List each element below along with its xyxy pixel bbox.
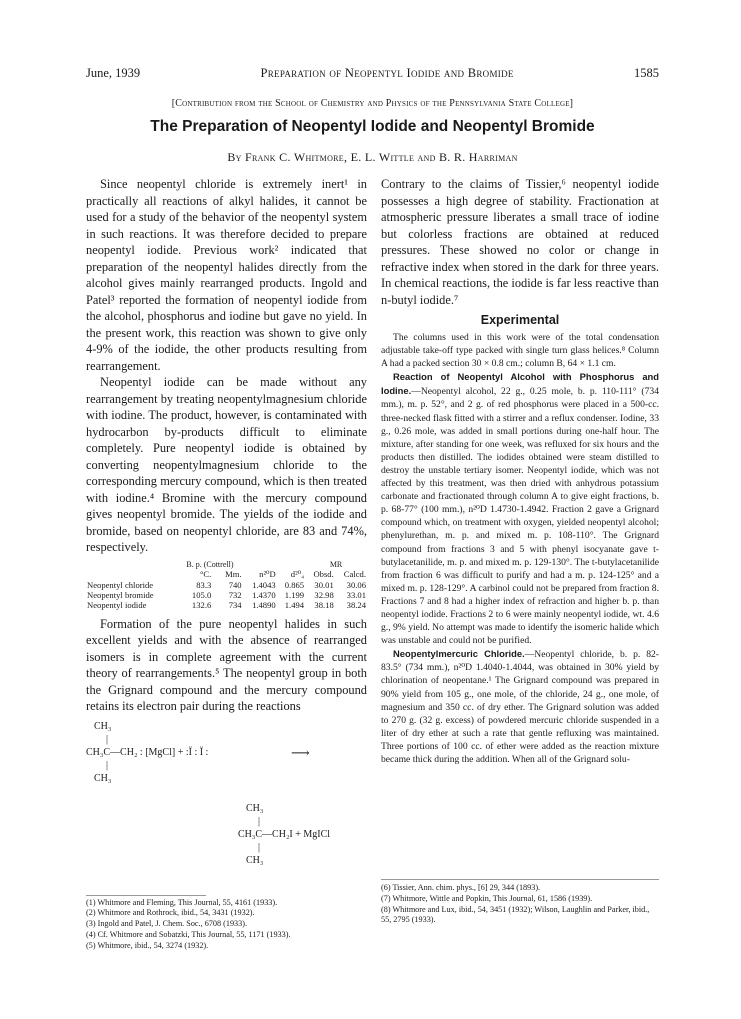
right-column xyxy=(381,176,659,766)
table-cell: 32.98 xyxy=(314,589,334,600)
footnote: (5) Whitmore, ibid., 54, 3274 (1932). xyxy=(86,940,209,950)
table-cell: 1.4043 xyxy=(252,579,276,590)
col-header: d²⁰₄ xyxy=(290,568,305,579)
run-in-heading: Neopentylmercuric Chloride. xyxy=(393,648,525,660)
product-formula: CH₃C—CH₂I + MgICl xyxy=(238,828,331,840)
stability-paragraph: Contrary to the claims of Tissier,⁶ neopentyl iodide possesses a high degree of stability. Fractionation at atmospheric pressure liberates a small trace of iodine but colorless fractions are obtained at reduced pressures. These showed no color or change in refractive index when stored in the dark for three years. In chemical reactions, the iodide is far less reactive than n-butyl iodide.⁷ xyxy=(381,177,659,307)
col-header: Obsd. xyxy=(313,569,334,579)
footnote: (8) Whitmore and Lux, ibid., 54, 3451 (1932); Wilson, Laughlin and Parker, ibid., 55, 2795 (1933). xyxy=(381,904,650,925)
table-cell: 30.01 xyxy=(314,579,334,590)
table-row xyxy=(86,580,367,590)
table-cell: Neopentyl bromide xyxy=(87,589,154,600)
table-cell: 1.199 xyxy=(284,589,305,600)
left-column xyxy=(86,176,367,951)
procedure-paragraph xyxy=(381,647,659,766)
method-paragraph: Neopentyl iodide can be made without any rearrangement by treating neopentylmagnesium chloride with iodine. The product, however, is contaminated with hydrocarbon by-products difficult to eliminate completely. Pure neopentyl iodide is obtained by converting neopentylmagnesium chloride to the corresponding mercury compound, which is then treated with iodine.⁴ Bromine with the mercury compound gives neopentyl bromide. The yields of the iodide and bromide, based on neopentyl chloride, are 83 and 74%, respectively. xyxy=(86,375,367,554)
columns-paragraph: The columns used in this work were of the total condensation adjustable take-off type packed with single turn glass helices.⁸ Column A had a packed section 30 × 0.8 cm.; column B, 64 × 1.1 cm. xyxy=(381,332,659,370)
intro-paragraph: Since neopentyl chloride is extremely inert¹ in practically all reactions of alkyl halides, it cannot be used for a study of the behavior of the neopentyl system in such reactions. It was therefore decided to prepare neopentyl iodide. Previous work² indicated that preparation of the neopentyl halides directly from the alcohol gives mainly rearranged products. Ingold and Patel³ reported the formation of neopentyl iodide from the alcohol, phosphorus and iodine but gave no yield. In the present work, this reaction was shown to give only 4-9% of the iodide, the other products resulting from rearrangement. xyxy=(86,177,367,373)
footnotes-left xyxy=(86,898,367,952)
table-cell: 1.494 xyxy=(284,599,305,610)
table-cell: 1.4890 xyxy=(252,599,276,610)
footnote: (7) Whitmore, Wittle and Popkin, This Journal, 61, 1586 (1939). xyxy=(381,893,593,903)
table-row xyxy=(86,590,367,600)
col-header xyxy=(86,569,177,580)
table-cell: 30.06 xyxy=(346,579,366,590)
mr-group-header: MR xyxy=(329,559,343,569)
footnotes-right xyxy=(381,879,659,926)
procedure-text: —Neopentyl alcohol, 22 g., 0.25 mole, b. p. 110-111° (734 mm.), m. p. 52°, and 2 g. of red phosphorus were placed in a 500-cc. three-necked flask fitted with a stirrer and a reflux condenser. Iodine, 33 g., 0.26 mole, was added in small portions during one-half hour. The mixture, after standing for one week, was refluxed for six hours and the products then distilled. The iodides obtained were steam distilled to destroy the unstable tertiary isomer. Neopentyl iodide, which was not affected by this treatment, was then dried with anhydrous potassium carbonate and fractionated through column A to give eight fractions, b. p. 68-77° (100 mm.), n²⁰D 1.4730-1.4942. Fraction 2 gave a Grignard compound which, on treatment with oxygen, yielded neopentyl alcohol; phenylurethan, m. p. and mixed m. p. 108-110°. The Grignard compound from fractions 3 and 5 with phenyl isocyanate gave t-butylacetanilide, m. p. and mixed m. p. 129-130°. The t-butylacetanilide from fraction 6 was difficult to purify and had a m. p. 124-125° and a mixed m. p. 128-129°. A carbinol could not be prepared from fraction 8. Fractions 7 and 8 had a higher index of refraction and higher b. p. than neopentyl iodide. Fractions 2 to 6 were mainly neopentyl iodide, wt. 4.6 g., 9% yield. No attempt was made to identify the isomeric halide which was unstable and could not be purified. xyxy=(381,386,659,647)
theory-paragraph: Formation of the pure neopentyl halides in such excellent yields and with the absence of rearranged isomers is in complete agreement with the current theory of rearrangements.⁵ The neopentyl group in both the Grignard compound and the mercury compound retains its electron pair during the reactions xyxy=(86,616,367,713)
table-cell: 105.0 xyxy=(191,589,212,600)
table-cell: 83.3 xyxy=(196,579,212,590)
bond-line: | xyxy=(258,815,261,827)
table-cell: 38.18 xyxy=(314,599,334,610)
footnote: (3) Ingold and Patel, J. Chem. Soc., 6708 (1933). xyxy=(86,919,247,929)
col-header: Mm. xyxy=(225,569,242,579)
reaction-scheme xyxy=(86,715,367,891)
procedure-paragraph xyxy=(381,370,659,647)
running-title: Preparation of Neopentyl Iodide and Bromide xyxy=(260,66,514,80)
footnote: (1) Whitmore and Fleming, This Journal, 55, 4161 (1933). xyxy=(86,897,278,907)
bond-line: | xyxy=(106,759,109,771)
table-cell: 734 xyxy=(228,599,242,610)
bond-line: | xyxy=(258,841,261,853)
table-cell: 1.4370 xyxy=(252,589,276,600)
methyl-label: CH₃ xyxy=(94,772,112,784)
methyl-label: CH₃ xyxy=(246,802,264,814)
col-header: °C. xyxy=(199,569,212,579)
table-cell: 0.865 xyxy=(284,579,305,590)
procedure-text: —Neopentyl chloride, b. p. 82-83.5° (734 mm.), n²⁰D 1.4040-1.4044, was obtained in 30% yield by chlorination of neopentane.¹ The Grignard compound was prepared in 90% yield from 105 g., one mole, of the chloride, 24 g., one mole, of magnesium and 350 cc. of dry ether. The Grignard solution was added to 270 g. (32 g. excess) of powdered mercuric chloride suspended in a liter of dry ether at such a rate that gentle refluxing was maintained. Three portions of 100 cc. of ether were added as the reaction mixture became thick during the addition. When all of the Grignard solu- xyxy=(381,649,660,765)
table-cell: 38.24 xyxy=(346,599,366,610)
reaction-arrow: ⟶ xyxy=(291,744,310,760)
contribution-line: [Contribution from the School of Chemistry and Physics of the Pennsylvania State College] xyxy=(171,98,574,109)
section-heading: Experimental xyxy=(480,313,560,327)
properties-table xyxy=(86,560,367,610)
methyl-label: CH₃ xyxy=(94,720,112,732)
table-cell: 33.01 xyxy=(346,589,366,600)
table-cell: 132.6 xyxy=(191,599,212,610)
table-cell: Neopentyl iodide xyxy=(87,599,147,610)
footnote: (6) Tissier, Ann. chim. phys., [6] 29, 344 (1893). xyxy=(381,883,541,892)
author-line: By Frank C. Whitmore, E. L. Wittle and B. R. Harriman xyxy=(227,150,518,164)
table-cell: 740 xyxy=(228,579,242,590)
issue-date: June, 1939 xyxy=(86,66,141,80)
running-head xyxy=(86,66,659,82)
col-header: Calcd. xyxy=(343,569,366,579)
footnote: (4) Cf. Whitmore and Sobatzki, This Journal, 55, 1171 (1933). xyxy=(86,929,291,939)
reactant-formula: CH₃C—CH₂ : [MgCl] + :Ï : Ï : xyxy=(86,746,209,758)
bond-line: | xyxy=(106,733,109,745)
table-cell: 732 xyxy=(228,589,242,600)
run-in-heading: Reaction of Neopentyl Alcohol with Phosphorus and Iodine. xyxy=(381,371,659,397)
table-cell: Neopentyl chloride xyxy=(87,579,154,590)
col-header: n²⁰D xyxy=(259,568,276,579)
bp-group-header: B. p. (Cottrell) xyxy=(186,559,234,569)
footnote: (2) Whitmore and Rothrock, ibid., 54, 3431 (1932). xyxy=(86,908,255,918)
page-number: 1585 xyxy=(634,66,659,80)
article-title: The Preparation of Neopentyl Iodide and Neopentyl Bromide xyxy=(150,118,595,135)
table-row xyxy=(86,600,367,610)
methyl-label: CH₃ xyxy=(246,854,264,866)
